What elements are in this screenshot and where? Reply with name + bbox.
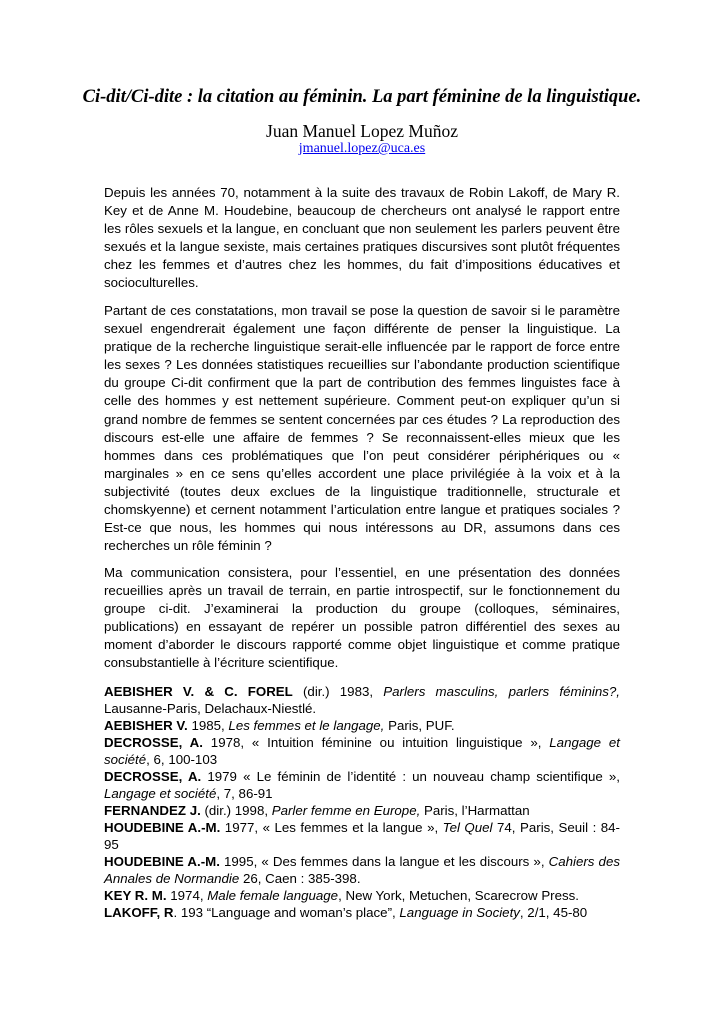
reference-title: Les femmes et le langage,: [228, 718, 385, 733]
reference-title: Language in Society: [399, 905, 520, 920]
reference-detail: , 6, 100-103: [146, 752, 218, 767]
reference-detail: 1985,: [187, 718, 229, 733]
reference-detail: 74, Paris, Seuil : 84-95: [104, 820, 620, 852]
reference-detail: , New York, Metuchen, Scarecrow Press.: [338, 888, 579, 903]
reference-author: HOUDEBINE A.-M.: [104, 854, 220, 869]
reference-detail: (dir.) 1983,: [292, 684, 384, 699]
reference-list: [104, 683, 620, 921]
reference-author: DECROSSE, A.: [104, 769, 202, 784]
reference-item: [104, 717, 620, 734]
reference-title: Langage et société: [104, 786, 217, 801]
reference-author: DECROSSE, A.: [104, 735, 203, 750]
reference-item: [104, 802, 620, 819]
reference-title: Parler femme en Europe,: [271, 803, 421, 818]
abstract-paragraph-1: Depuis les années 70, notamment à la suite des travaux de Robin Lakoff, de Mary R. Key et de Anne M. Houdebine, beaucoup de chercheurs ont analysé le rapport entre les rôles sexuels et la langue, en concluant que non seulement les parlers peuvent être sexués et la langue sexiste, mais certaines pratiques discursives sont plutôt fréquentes chez les femmes et d’autres chez les hommes, du fait d’impositions éducatives et socioculturelles.: [104, 185, 620, 291]
reference-title: Tel Quel: [442, 820, 493, 835]
reference-detail: , 7, 86-91: [216, 786, 273, 801]
reference-detail: . 193 “Language and woman’s place”,: [173, 905, 400, 920]
reference-item: [104, 887, 620, 904]
reference-detail: (dir.) 1998,: [200, 803, 272, 818]
reference-detail: 1978, « Intuition féminine ou intuition linguistique »,: [202, 735, 550, 750]
abstract-paragraph-2: Partant de ces constatations, mon travail se pose la question de savoir si le paramètre sexuel engendrerait également une façon différente de penser la linguistique. La pratique de la recherche linguistique serait-elle influencée par le rapport de force entre les sexes ? Les données statistiques recueillies sur l’abondante production scientifique du groupe Ci-dit confirment que la part de contribution des femmes linguistes face à celle des hommes y est nettement supérieure. Comment peut-on expliquer qu’un si grand nombre de femmes se sentent concernées par ces études ? La reproduction des discours est-elle une affaire de femmes ? Se reconnaissent-elles mieux que les hommes dans ces problématiques que l’on peut considérer périphériques ou « marginales » en ce sens qu’elles accordent une place privilégiée à la voix et à la subjectivité (toutes deux exclues de la linguistique traditionnelle, structurale et chomskyenne) et cernent notamment l’articulation entre langue et pratiques sociales ? Est-ce que nous, les hommes qui nous intéressons au DR, assumons dans ces recherches un rôle féminin ?: [104, 303, 620, 554]
reference-item: [104, 904, 620, 921]
reference-author: FERNANDEZ J.: [104, 803, 201, 818]
reference-title: Langage et société: [104, 735, 620, 767]
reference-item: [104, 683, 620, 717]
reference-detail: 26, Caen : 385-398.: [239, 871, 361, 886]
reference-author: AEBISHER V. & C. FOREL: [104, 684, 293, 699]
reference-detail: Lausanne-Paris, Delachaux-Niestlé.: [104, 701, 317, 716]
reference-title: Cahiers des Annales de Normandie: [104, 854, 620, 886]
paper-title: Ci-dit/Ci-dite : la citation au féminin. La part féminine de la linguistique.: [82, 87, 642, 107]
reference-detail: 1995, « Des femmes dans la langue et les discours »,: [219, 854, 549, 869]
reference-detail: 1974,: [166, 888, 208, 903]
abstract-paragraph-3: Ma communication consistera, pour l’essentiel, en une présentation des données recueillies après un travail de terrain, en partie introspectif, sur le fonctionnement du groupe ci-dit. J’examinerai la production du groupe (colloques, séminaires, publications) en essayant de repérer un possible patron différentiel des sexes au moment d’aborder le discours rapporté comme objet linguistique et comme pratique consubstantielle à l’écriture scientifique.: [104, 565, 620, 671]
reference-title: Parlers masculins, parlers féminins?,: [383, 684, 621, 699]
author-name: Juan Manuel Lopez Muñoz: [266, 121, 458, 141]
reference-author: LAKOFF, R: [104, 905, 174, 920]
reference-detail: , 2/1, 45-80: [519, 905, 588, 920]
reference-detail: 1979 « Le féminin de l’identité : un nouveau champ scientifique »,: [201, 769, 620, 784]
author-email-link[interactable]: jmanuel.lopez@uca.es: [298, 141, 426, 156]
reference-detail: Paris, PUF.: [384, 718, 455, 733]
reference-author: KEY R. M.: [104, 888, 167, 903]
author-email: [0, 141, 724, 157]
reference-item: [104, 734, 620, 768]
reference-author: HOUDEBINE A.-M.: [104, 820, 221, 835]
reference-detail: 1977, « Les femmes et la langue »,: [220, 820, 443, 835]
reference-item: [104, 819, 620, 853]
reference-title: Male female language: [207, 888, 339, 903]
reference-detail: Paris, l’Harmattan: [420, 803, 530, 818]
reference-item: [104, 768, 620, 802]
reference-item: [104, 853, 620, 887]
reference-author: AEBISHER V.: [104, 718, 188, 733]
